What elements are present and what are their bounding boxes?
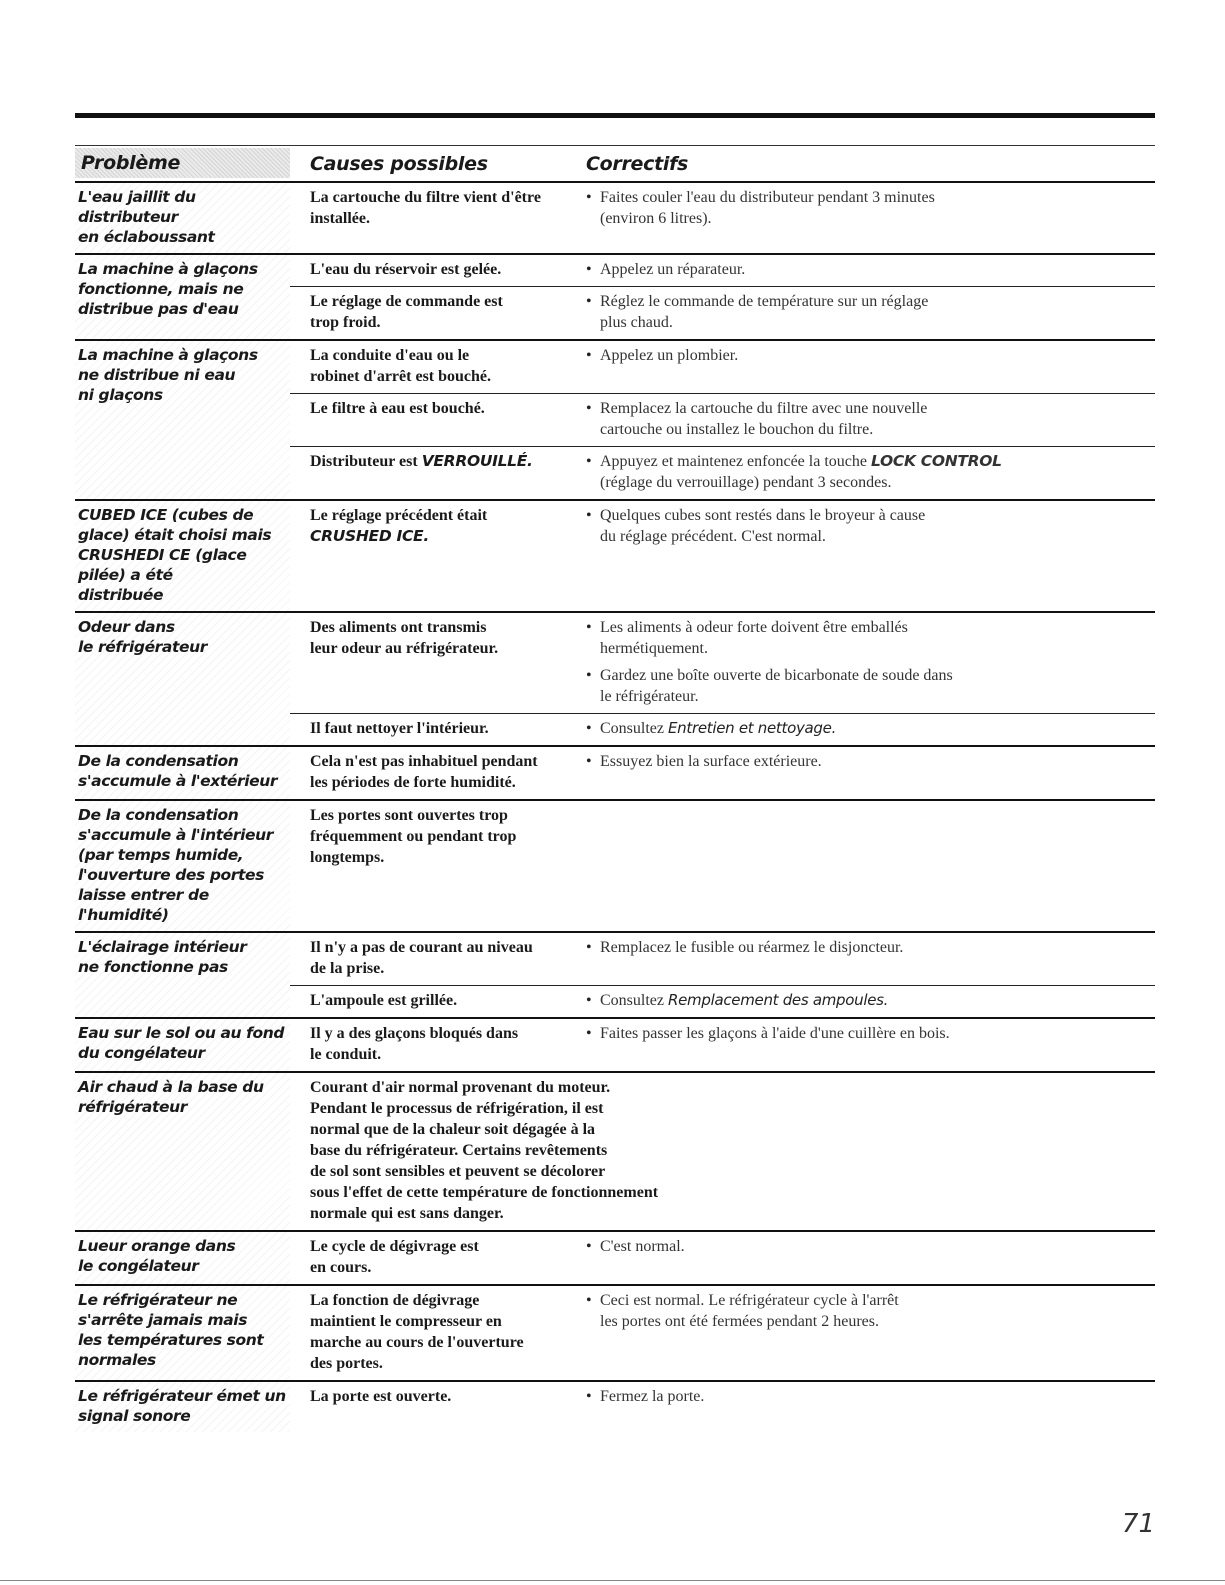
cause-entry [290,1286,1155,1380]
cause-line: Il n'y a pas de courant au niveau [310,939,533,956]
cause-line: Cela n'est pas inhabituel pendant [310,753,538,770]
cause-text: Distributeur est [310,453,422,470]
cause-cell [290,718,580,739]
header-causes: Causes possibles [310,152,488,175]
cause-line: Le réglage précédent était [310,507,488,524]
problem-cell [75,747,290,799]
problem-line: L'eau jaillit du distributeur [78,188,196,226]
cause-cell [290,259,580,280]
fix-line: le réfrigérateur. [600,688,699,705]
cause-line: des portes. [310,1355,383,1372]
bottom-rule [0,1580,1225,1581]
cause-line: base du réfrigérateur. Certains revêtements [310,1142,608,1159]
fix-cell [580,1290,1155,1374]
cause-line: La fonction de dégivrage [310,1292,480,1309]
cause-line: Il y a des glaçons bloqués dans [310,1025,519,1042]
fix-cell [580,937,1155,979]
cause-entry [290,446,1155,499]
cause-line: sous l'effet de cette température de fonctionnement [310,1184,659,1201]
cause-cell [290,398,580,440]
fix-bullet [586,1386,1149,1407]
problem-line: l'ouverture des portes [78,866,264,884]
fix-line: Réglez le commande de température sur un réglage [600,293,929,310]
cause-entry [290,183,1155,235]
table-row [75,801,1155,933]
problem-line: ni glaçons [78,386,163,404]
fix-cell [580,751,1155,793]
cause-cell [290,187,580,229]
cause-line: longtemps. [310,849,385,866]
cause-line: les périodes de forte humidité. [310,774,516,791]
problem-cell [75,1286,290,1380]
fix-emphasis: LOCK CONTROL [870,452,1002,470]
table-row [75,613,1155,747]
problem-cell [75,1073,290,1230]
cause-line: L'eau du réservoir est gelée. [310,261,502,278]
fix-line: Faites passer les glaçons à l'aide d'une cuillère en bois. [600,1025,950,1042]
cause-cell [290,505,580,547]
table-row [75,341,1155,501]
problem-line: Le réfrigérateur émet un [78,1387,286,1405]
cause-emphasis: CRUSHED ICE. [310,527,429,545]
problem-cell [75,613,290,745]
fix-line: plus chaud. [600,314,673,331]
table-row [75,1232,1155,1286]
header-problem: Problème [75,148,290,178]
cause-entry [290,801,1155,874]
fix-text: Consultez [600,720,668,737]
table-row [75,1382,1155,1432]
cause-line: Courant d'air normal provenant du moteur. [310,1079,611,1096]
problem-line: CRUSHEDI CE (glace [78,546,247,564]
problem-line: laisse entrer de l'humidité) [78,886,209,924]
table-row [75,255,1155,341]
page-number: 71 [1121,1509,1155,1539]
table-row [75,1073,1155,1232]
cause-line: trop froid. [310,314,381,331]
cause-entry [290,341,1155,393]
problem-cell [75,933,290,1017]
cause-line: marche au cours de l'ouverture [310,1334,524,1351]
troubleshooting-table [75,145,1155,1432]
cause-line: Il faut nettoyer l'intérieur. [310,720,489,737]
fix-cell [580,805,1155,868]
cause-line: La cartouche du filtre vient d'être [310,189,541,206]
cause-entry [290,286,1155,339]
fix-cell [580,505,1155,547]
fix-cell [580,990,1155,1011]
problem-line: ne distribue ni eau [78,366,236,384]
problem-line: le réfrigérateur [78,638,207,656]
cause-line: La porte est ouverte. [310,1388,452,1405]
fix-line: (réglage du verrouillage) pendant 3 secondes. [600,474,892,491]
entries [290,341,1155,499]
top-rule [75,113,1155,118]
cause-entry [290,255,1155,286]
fix-line: Remplacez le fusible ou réarmez le disjoncteur. [600,939,904,956]
fix-bullet [586,990,1149,1011]
cause-line: Le filtre à eau est bouché. [310,400,485,417]
entries [290,1286,1155,1380]
fix-line: Gardez une boîte ouverte de bicarbonate de soude dans [600,667,953,684]
problem-line: De la condensation [78,752,239,770]
fix-cell [580,345,1155,387]
fix-bullet [586,505,1149,547]
cause-line: Pendant le processus de réfrigération, il est [310,1100,604,1117]
table-row [75,933,1155,1019]
cause-entry [290,985,1155,1017]
cause-cell [290,1386,580,1407]
cause-entry [290,1382,1155,1413]
cause-line [310,451,574,472]
fix-bullet [586,451,1149,493]
fix-emphasis: Remplacement des ampoules. [668,991,889,1009]
problem-line: CUBED ICE (cubes de [78,506,254,524]
fix-line: Ceci est normal. Le réfrigérateur cycle à l'arrêt [600,1292,899,1309]
fix-bullet [586,259,1149,280]
fix-bullet [586,1290,1149,1332]
table-row [75,501,1155,613]
entries [290,747,1155,799]
problem-line: réfrigérateur [78,1098,187,1116]
entries [290,613,1155,745]
fix-bullet [586,1236,1149,1257]
problem-line: Le réfrigérateur ne [78,1291,238,1309]
fix-text: Appuyez et maintenez enfoncée la touche [600,453,871,470]
fix-line: Quelques cubes sont restés dans le broyeur à cause [600,507,926,524]
fix-cell [580,259,1155,280]
fix-cell [580,187,1155,229]
cause-entry [290,1232,1155,1284]
problem-line: L'éclairage intérieur [78,938,247,956]
table-row [75,1286,1155,1382]
entries [290,801,1155,931]
header-fixes: Correctifs [586,152,689,175]
problem-line: Air chaud à la base du [78,1078,264,1096]
fix-line: Les aliments à odeur forte doivent être emballés [600,619,908,636]
cause-cell [290,1023,580,1065]
problem-cell [75,341,290,499]
problem-line: pilée) a été [78,566,173,584]
cause-cell [290,1073,1155,1230]
cause-entry [290,1019,1155,1071]
problem-line: fonctionne, mais ne [78,280,244,298]
cause-entry [290,933,1155,985]
table-body [75,183,1155,1432]
cause-line: L'ampoule est grillée. [310,992,458,1009]
cause-line: La conduite d'eau ou le [310,347,470,364]
fix-line: Essuyez bien la surface extérieure. [600,753,822,770]
fix-line: (environ 6 litres). [600,210,712,227]
fix-cell [580,1236,1155,1278]
cause-cell [290,451,580,493]
problem-cell [75,183,290,253]
fix-cell [580,1023,1155,1065]
fix-line: Appelez un réparateur. [600,261,746,278]
problem-line: distribue pas d'eau [78,300,239,318]
cause-line: de la prise. [310,960,385,977]
fix-emphasis: Entretien et nettoyage. [668,719,837,737]
fix-bullet [586,291,1149,333]
cause-entry [290,747,1155,799]
problem-line: signal sonore [78,1407,191,1425]
cause-cell [290,291,580,333]
entries [290,1019,1155,1071]
problem-line: glace) était choisi mais [78,526,272,544]
fix-bullet [586,718,1149,739]
problem-cell [75,255,290,339]
cause-entry [290,501,1155,553]
fix-cell [580,1386,1155,1407]
cause-cell [290,345,580,387]
problem-line: (par temps humide, [78,846,244,864]
entries [290,933,1155,1017]
cause-line: Des aliments ont transmis [310,619,487,636]
fix-text: Consultez [600,992,668,1009]
entries [290,1232,1155,1284]
cause-cell [290,1236,580,1278]
fix-line: cartouche ou installez le bouchon du filtre. [600,421,874,438]
cause-line: fréquemment ou pendant trop [310,828,517,845]
cause-entry [290,713,1155,745]
fix-line: C'est normal. [600,1238,685,1255]
fix-line: hermétiquement. [600,640,708,657]
fix-cell [580,718,1155,739]
cause-cell [290,937,580,979]
cause-entry [290,613,1155,713]
entries [290,1382,1155,1432]
cause-line: normale qui est sans danger. [310,1205,504,1222]
fix-bullet [586,345,1149,366]
entries [290,255,1155,339]
problem-line: normales [78,1351,156,1369]
cause-line: installée. [310,210,370,227]
problem-line: La machine à glaçons [78,346,258,364]
problem-line: les températures sont [78,1331,264,1349]
cause-cell [290,751,580,793]
cause-line: normal que de la chaleur soit dégagée à la [310,1121,596,1138]
fix-bullet [586,1023,1149,1044]
cause-line: Le réglage de commande est [310,293,503,310]
fix-bullet [586,187,1149,229]
problem-cell [75,1232,290,1284]
fix-line: Remplacez la cartouche du filtre avec une nouvelle [600,400,928,417]
fix-line: du réglage précédent. C'est normal. [600,528,826,545]
cause-cell [290,805,580,868]
fix-line: Faites couler l'eau du distributeur pendant 3 minutes [600,189,935,206]
problem-cell [75,501,290,611]
problem-line: Odeur dans [78,618,175,636]
fix-bullet [586,751,1149,772]
cause-line: Le cycle de dégivrage est [310,1238,479,1255]
problem-line: du congélateur [78,1044,205,1062]
problem-line: Lueur orange dans [78,1237,236,1255]
problem-cell [75,1382,290,1432]
fix-bullet [586,665,1149,707]
problem-line: s'arrête jamais mais [78,1311,248,1329]
table-header [75,145,1155,183]
fix-line: Fermez la porte. [600,1388,705,1405]
problem-cell [75,801,290,931]
cause-line: leur odeur au réfrigérateur. [310,640,499,657]
cause-line: en cours. [310,1259,372,1276]
fix-cell [580,451,1155,493]
cause-line: maintient le compresseur en [310,1313,502,1330]
cause-line: Les portes sont ouvertes trop [310,807,508,824]
cause-line: le conduit. [310,1046,382,1063]
fix-bullet [586,937,1149,958]
fix-cell [580,291,1155,333]
fix-line: les portes ont été fermées pendant 2 heures. [600,1313,880,1330]
fix-bullet [586,398,1149,440]
problem-line: La machine à glaçons [78,260,258,278]
table-row [75,747,1155,801]
problem-line: en éclaboussant [78,228,215,246]
cause-entry [290,393,1155,446]
cause-cell [290,990,580,1011]
cause-cell [290,617,580,707]
problem-cell [75,1019,290,1071]
cause-emphasis: VERROUILLÉ. [421,452,533,470]
entries [290,183,1155,253]
cause-cell [290,1290,580,1374]
problem-line: Eau sur le sol ou au fond [78,1024,285,1042]
fix-cell [580,398,1155,440]
fix-cell [580,617,1155,707]
cause-line: de sol sont sensibles et peuvent se décolorer [310,1163,606,1180]
problem-line: ne fonctionne pas [78,958,228,976]
problem-line: De la condensation [78,806,239,824]
cause-line: robinet d'arrêt est bouché. [310,368,492,385]
problem-line: distribuée [78,586,164,604]
problem-line: le congélateur [78,1257,199,1275]
problem-line: s'accumule à l'extérieur [78,772,278,790]
table-row [75,1019,1155,1073]
problem-line: s'accumule à l'intérieur [78,826,273,844]
fix-line: Appelez un plombier. [600,347,739,364]
table-row [75,183,1155,255]
fix-bullet [586,617,1149,659]
entries [290,501,1155,611]
